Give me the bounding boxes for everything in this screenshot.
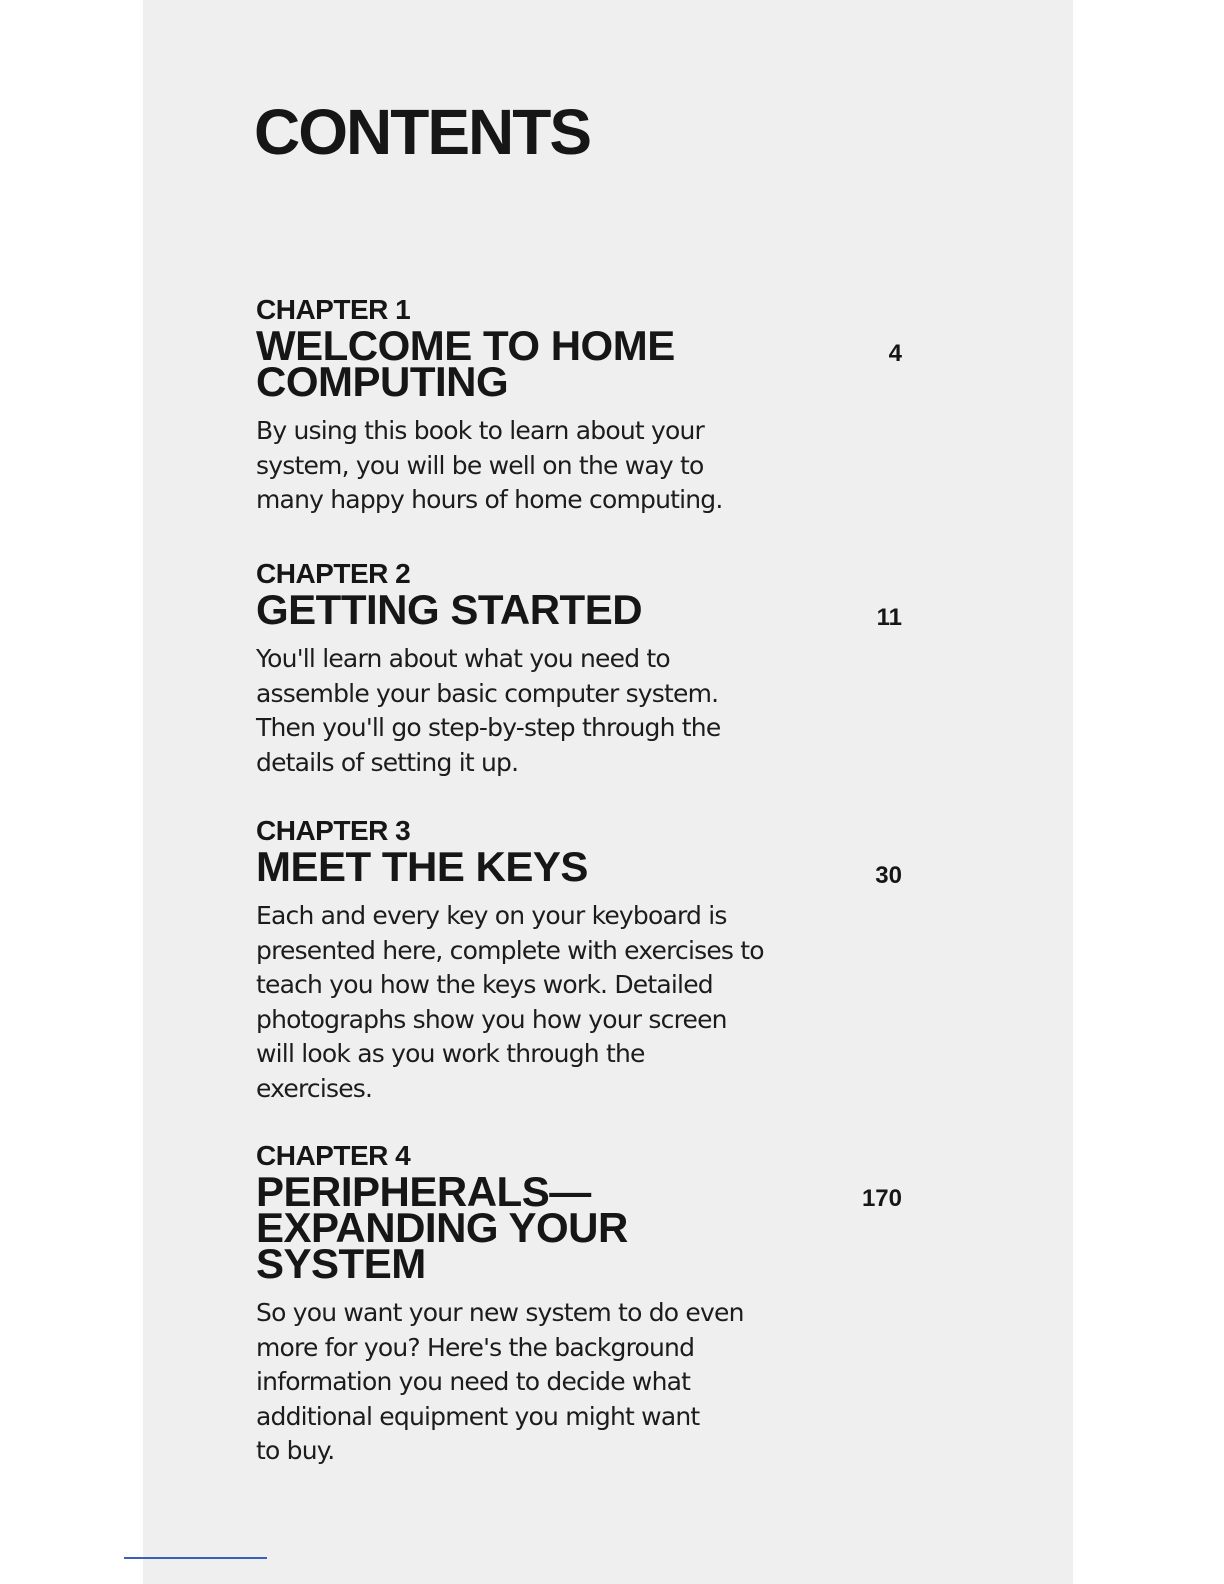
chapter-page-number: 30 <box>875 862 902 889</box>
chapter-label: CHAPTER 1 <box>256 294 411 325</box>
chapter-description: You'll learn about what you need to assemble your basic computer system. Then you'll go step-by-step through the details of setting it up. <box>256 644 721 777</box>
chapter-title: GETTING STARTED <box>256 586 643 633</box>
chapter-entry-1 <box>256 296 836 518</box>
chapter-title: PERIPHERALS— EXPANDING YOUR SYSTEM <box>256 1168 628 1287</box>
page-title: CONTENTS <box>254 96 590 168</box>
chapter-label: CHAPTER 3 <box>256 815 411 846</box>
scan-edge-line <box>124 1557 267 1559</box>
chapter-entry-4 <box>256 1142 836 1469</box>
chapter-page-number: 4 <box>888 340 902 367</box>
chapter-entry-2 <box>256 560 836 780</box>
chapter-title: WELCOME TO HOME COMPUTING <box>256 322 675 405</box>
chapter-description: By using this book to learn about your system, you will be well on the way to many happy hours of home computing. <box>256 416 723 514</box>
chapter-label: CHAPTER 2 <box>256 558 411 589</box>
chapter-description: So you want your new system to do even more for you? Here's the background information you need to decide what additional equipment you might want to buy. <box>256 1298 744 1465</box>
chapter-description: Each and every key on your keyboard is presented here, complete with exercises to teach you how the keys work. Detailed photographs show you how your screen will look as you work through the exercises. <box>256 901 764 1103</box>
chapter-title: MEET THE KEYS <box>256 843 588 890</box>
chapter-label: CHAPTER 4 <box>256 1140 411 1171</box>
chapter-entry-3 <box>256 817 836 1106</box>
chapter-page-number: 170 <box>861 1185 902 1212</box>
chapter-page-number: 11 <box>876 604 902 631</box>
